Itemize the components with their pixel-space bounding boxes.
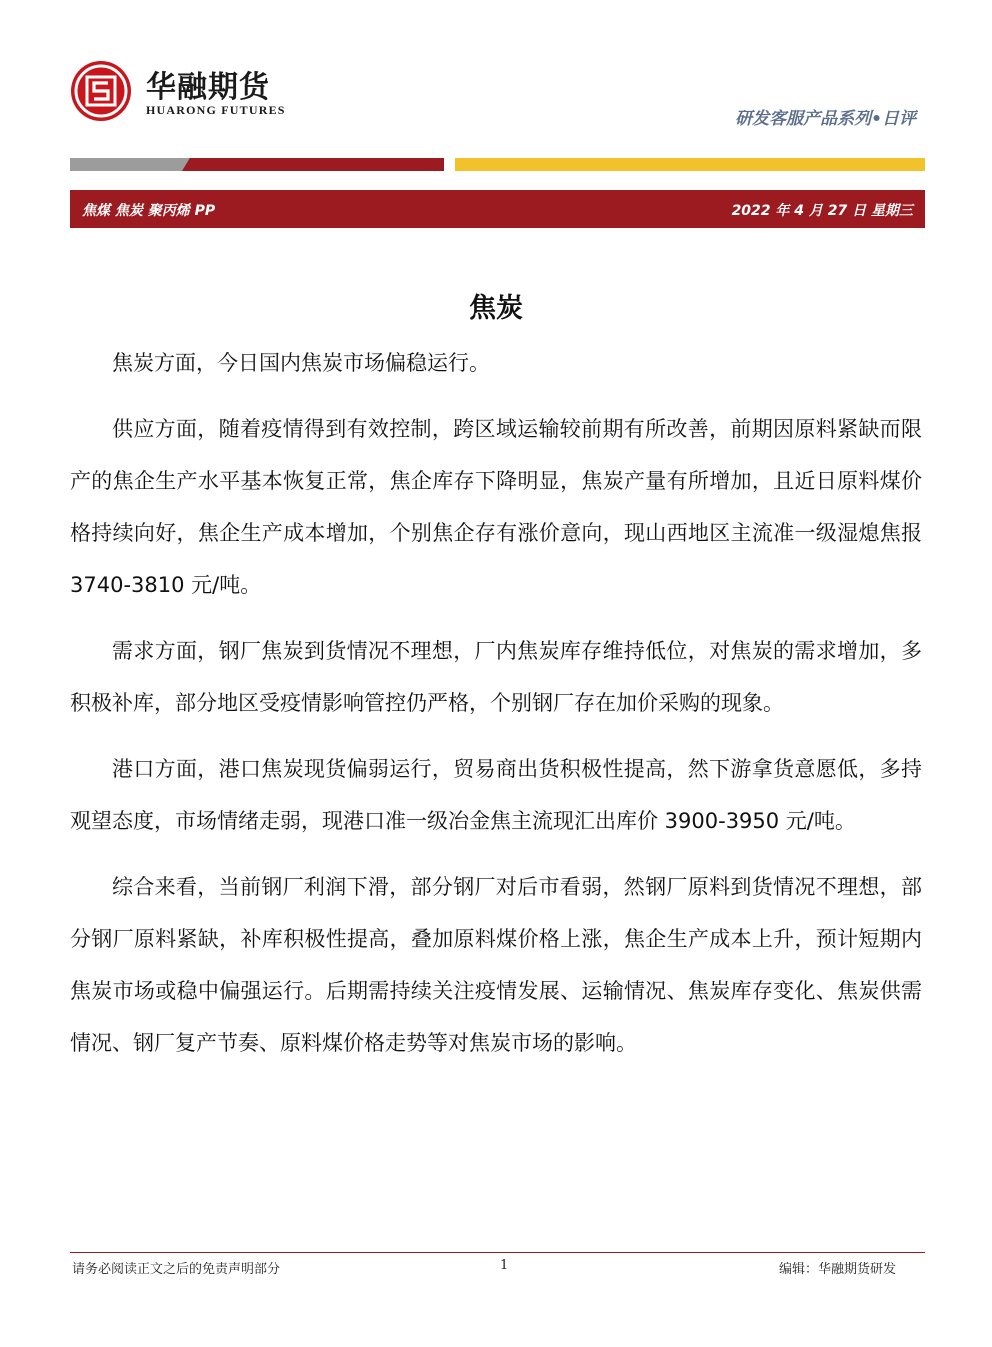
huarong-logo bbox=[70, 60, 132, 122]
document-body bbox=[70, 337, 922, 1083]
footer-editor: 编辑：华融期货研发 bbox=[778, 1262, 896, 1277]
brand-name-cn: 华融期货 bbox=[146, 70, 270, 105]
header-gray-bar bbox=[70, 158, 200, 171]
document-title: 焦炭 bbox=[469, 293, 523, 324]
page-number: 1 bbox=[500, 1258, 509, 1273]
brand-name-en: HUARONG FUTURES bbox=[146, 103, 286, 117]
footer-divider bbox=[70, 1252, 925, 1253]
header-red-bar bbox=[182, 158, 444, 171]
topics-label: 焦煤 焦炭 聚丙烯 PP bbox=[82, 203, 216, 219]
paragraph-port: 港口方面，港口焦炭现货偏弱运行，贸易商出货积极性提高，然下游拿货意愿低，多持观望态度，市场情绪走弱，现港口准一级冶金焦主流现汇出库价 3900-3950 元/吨。 bbox=[70, 757, 922, 833]
footer-disclaimer: 请务必阅读正文之后的免责声明部分 bbox=[72, 1262, 281, 1277]
paragraph-summary: 综合来看，当前钢厂利润下滑，部分钢厂对后市看弱，然钢厂原料到货情况不理想，部分钢厂原料紧缺，补库积极性提高，叠加原料煤价格上涨，焦企生产成本上升，预计短期内焦炭市场或稳中偏强运行。后期需持续关注疫情发展、运输情况、焦炭库存变化、焦炭供需情况、钢厂复产节奏、原料煤价格走势等对焦炭市场的影响。 bbox=[70, 875, 922, 1055]
report-series-label: 研发客服产品系列•日评 bbox=[735, 109, 916, 129]
paragraph-demand: 需求方面，钢厂焦炭到货情况不理想，厂内焦炭库存维持低位，对焦炭的需求增加，多积极补库，部分地区受疫情影响管控仍严格，个别钢厂存在加价采购的现象。 bbox=[70, 639, 922, 715]
header-yellow-bar bbox=[455, 158, 925, 171]
topic-date-band bbox=[70, 190, 925, 228]
paragraph-overview: 焦炭方面，今日国内焦炭市场偏稳运行。 bbox=[112, 351, 490, 375]
logo-mark-icon bbox=[70, 60, 132, 122]
paragraph-supply: 供应方面，随着疫情得到有效控制，跨区域运输较前期有所改善，前期因原料紧缺而限产的焦企生产水平基本恢复正常，焦企库存下降明显，焦炭产量有所增加，且近日原料煤价格持续向好，焦企生产成本增加，个别焦企存有涨价意向，现山西地区主流准一级湿熄焦报 3740-3810 元/吨。 bbox=[70, 417, 922, 597]
report-date: 2022 年 4 月 27 日 星期三 bbox=[731, 203, 913, 219]
